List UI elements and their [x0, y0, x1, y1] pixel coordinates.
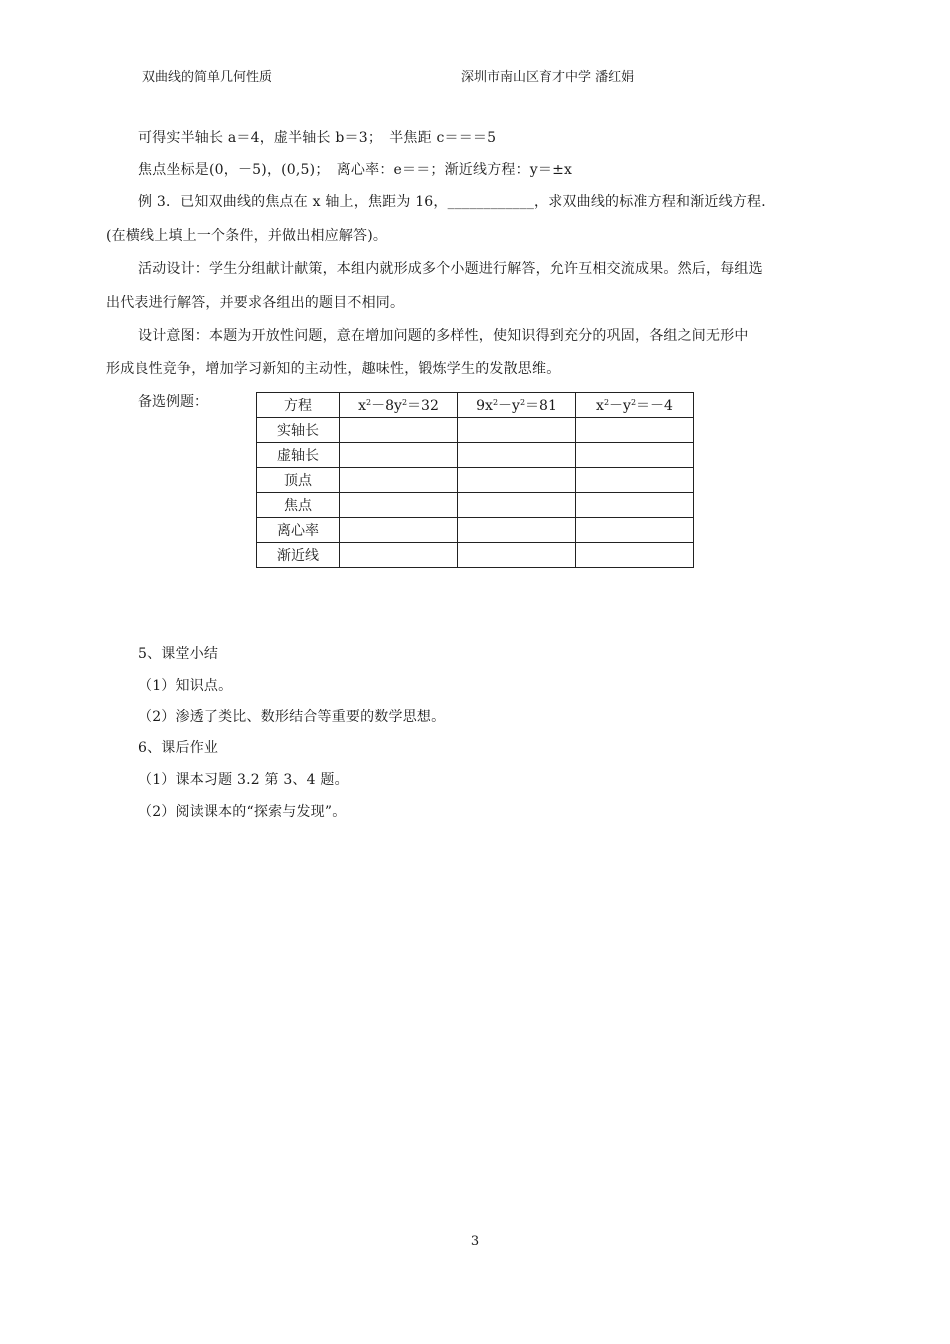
table-cell	[458, 418, 576, 443]
text-line-8: 形成良性竞争，增加学习新知的主动性，趣味性，锻炼学生的发散思维。	[106, 361, 561, 377]
table-cell	[340, 443, 458, 468]
section-6-heading: 6、课后作业	[138, 740, 219, 756]
text-line-1: 可得实半轴长 a＝4，虚半轴长 b＝3； 半焦距 c＝＝＝5	[138, 130, 497, 146]
table-cell	[340, 493, 458, 518]
table-cell	[458, 518, 576, 543]
text-line-4: (在横线上填上一个条件，并做出相应解答)。	[106, 228, 388, 244]
table-cell	[576, 468, 694, 493]
header-author: 深圳市南山区育才中学 潘红娟	[461, 70, 635, 85]
table-row	[257, 518, 694, 543]
text-line-2: 焦点坐标是(0，－5)，(0,5)； 离心率：e＝＝；渐近线方程：y＝±x	[138, 162, 573, 178]
row-label: 离心率	[257, 518, 340, 543]
table-cell	[576, 493, 694, 518]
table-cell	[576, 443, 694, 468]
row-label: 顶点	[257, 468, 340, 493]
table-cell	[458, 543, 576, 568]
table-cell	[576, 543, 694, 568]
page-number: 3	[470, 1234, 480, 1249]
row-label: 虚轴长	[257, 443, 340, 468]
table-cell	[576, 518, 694, 543]
table-row	[257, 418, 694, 443]
table-cell	[340, 518, 458, 543]
table-row	[257, 543, 694, 568]
table-cell	[340, 418, 458, 443]
design-intent-line: 设计意图：本题为开放性问题，意在增加问题的多样性，使知识得到充分的巩固，各组之间无形中	[138, 328, 749, 344]
table-cell	[458, 468, 576, 493]
text-line-6: 出代表进行解答，并要求各组出的题目不相同。	[106, 295, 405, 311]
section-5-heading: 5、课堂小结	[138, 646, 219, 662]
table-row	[257, 468, 694, 493]
header-equation-1: $x^2-8y^2=32$	[340, 393, 458, 418]
summary-item-1: （1）知识点。	[138, 678, 233, 694]
table-row	[257, 443, 694, 468]
properties-table	[256, 392, 694, 568]
table-header-row	[257, 393, 694, 418]
example-3-line: 例 3．已知双曲线的焦点在 x 轴上，焦距为 16，____________，求双曲线的标准方程和渐近线方程．	[138, 194, 776, 210]
table-cell	[458, 493, 576, 518]
homework-item-2: （2）阅读课本的“探索与发现”。	[138, 804, 347, 820]
header-equation-3: $x^2-y^2=-4$	[576, 393, 694, 418]
row-label: 渐近线	[257, 543, 340, 568]
table-cell	[340, 543, 458, 568]
homework-item-1: （1）课本习题 3.2 第 3、4 题。	[138, 772, 349, 788]
table-cell	[340, 468, 458, 493]
table-cell	[458, 443, 576, 468]
table-cell	[576, 418, 694, 443]
row-label: 实轴长	[257, 418, 340, 443]
table-row	[257, 493, 694, 518]
header-equation-2: $9x^2-y^2=81$	[458, 393, 576, 418]
summary-item-2: （2）渗透了类比、数形结合等重要的数学思想。	[138, 709, 446, 725]
header-equation: 方程	[257, 393, 340, 418]
table-label: 备选例题：	[138, 394, 208, 410]
row-label: 焦点	[257, 493, 340, 518]
header-title: 双曲线的简单几何性质	[142, 70, 273, 85]
activity-design-line: 活动设计：学生分组献计献策，本组内就形成多个小题进行解答，允许互相交流成果。然后，每组选	[138, 261, 763, 277]
